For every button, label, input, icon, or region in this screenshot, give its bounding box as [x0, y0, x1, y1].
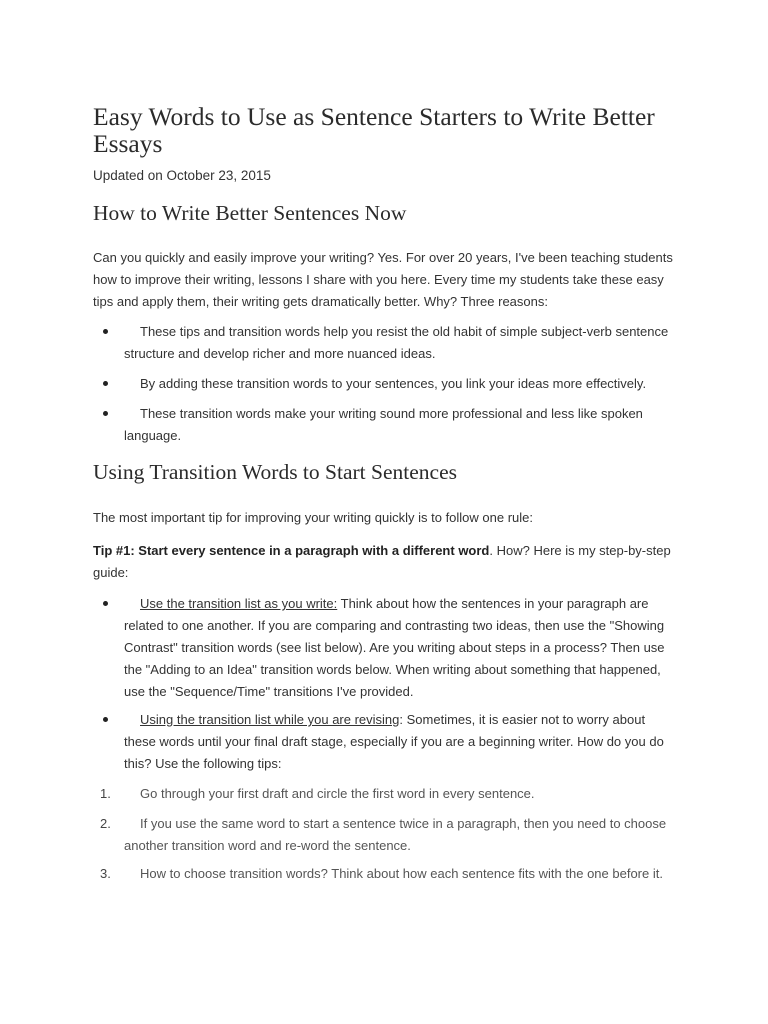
- list-item: [93, 783, 678, 805]
- updated-date: Updated on October 23, 2015: [93, 168, 271, 183]
- step-number: 1.: [100, 786, 111, 801]
- tip-paragraph: [93, 540, 678, 584]
- underlined-lead: Use the transition list as you write:: [140, 596, 338, 611]
- list-item: [93, 373, 678, 395]
- step-number: 3.: [100, 866, 111, 881]
- list-item-text: These tips and transition words help you resist the old habit of simple subject-verb sentence structure and develop richer and more nuanced ideas.: [124, 324, 669, 361]
- list-item: [93, 593, 678, 703]
- section-heading-transition-words: Using Transition Words to Start Sentences: [93, 460, 457, 484]
- list-item-text: [124, 593, 678, 703]
- intro-paragraph: Can you quickly and easily improve your writing? Yes. For over 20 years, I've been teaching students how to improve their writing, lessons I share with you here. Every time my students take these easy tips and apply them, their writing gets dramatically better. Why? Three reasons:: [93, 250, 673, 309]
- list-item-text: Go through your first draft and circle the first word in every sentence.: [140, 786, 535, 801]
- article-title: Easy Words to Use as Sentence Starters to Write Better Essays: [93, 102, 655, 158]
- list-item-text: [124, 709, 678, 775]
- list-item-text: How to choose transition words? Think about how each sentence fits with the one before it.: [140, 866, 663, 881]
- rule-paragraph: The most important tip for improving your writing quickly is to follow one rule:: [93, 510, 534, 525]
- list-item: [93, 321, 678, 365]
- tip-rest-text: . How? Here is my step-by-step guide:: [93, 543, 671, 580]
- list-item-rest: Think about how the sentences in your paragraph are related to one another. If you are comparing and contrasting two ideas, then use the "Showing Contrast" transition words (see list below). Are you writing about steps in a process? Then use the "Adding to an Idea" transition words below. When writing about something that happened, use the "Sequence/Time" transitions I've provided.: [124, 596, 665, 699]
- list-item-text: These transition words make your writing sound more professional and less like spoken language.: [124, 406, 643, 443]
- list-item-rest: : Sometimes, it is easier not to worry about these words until your final draft stage, especially if you are a beginning writer. How do you do this? Use the following tips:: [124, 712, 664, 771]
- section-heading-better-sentences: How to Write Better Sentences Now: [93, 201, 407, 225]
- step-number: 2.: [100, 816, 111, 831]
- tip-bold-text: Tip #1: Start every sentence in a paragraph with a different word: [93, 543, 490, 558]
- list-item: [93, 813, 678, 857]
- list-item-text: If you use the same word to start a sentence twice in a paragraph, then you need to choose another transition word and re-word the sentence.: [124, 816, 667, 853]
- list-item: [93, 709, 678, 775]
- list-item: [93, 403, 678, 447]
- list-item: [93, 863, 678, 885]
- list-item-text: By adding these transition words to your sentences, you link your ideas more effectively.: [140, 376, 647, 391]
- underlined-lead: Using the transition list while you are revising: [140, 712, 400, 727]
